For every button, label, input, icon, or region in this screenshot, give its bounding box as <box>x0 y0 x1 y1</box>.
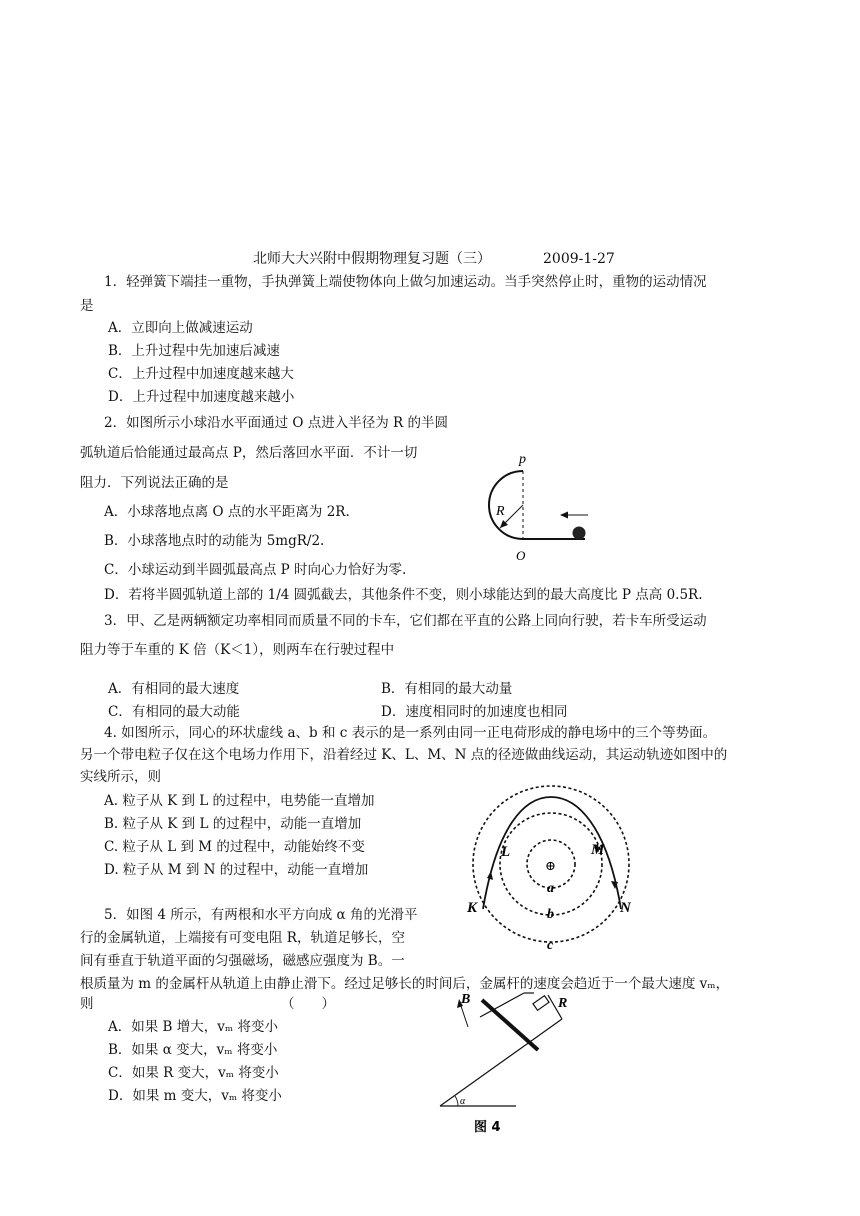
page-title: 北师大大兴附中假期物理复习题（三） <box>253 251 491 267</box>
q4-stem: 4. 如图所示，同心的环状虚线 a、b 和 c 表示的是一系列由同一正电荷形成的静电场中的三个等势面。 <box>104 725 717 741</box>
q5-option-c: C．如果 R 变大，vₘ 将变小 <box>108 1065 279 1081</box>
q5-figure <box>430 985 600 1135</box>
q2-option-c: C．小球运动到半圆弧最高点 P 时向心力恰好为零. <box>104 562 407 578</box>
q2-option-b: B．小球落地点时的动能为 5mgR/2. <box>104 533 325 549</box>
q3-option-b: B．有相同的最大动量 <box>381 681 513 697</box>
page-date: 2009-1-27 <box>543 251 615 267</box>
q1-option-b: B．上升过程中先加速后减速 <box>108 343 280 359</box>
q3-stem: 3．甲、乙是两辆额定功率相同而质量不同的卡车，它们都在平直的公路上同向行驶，若卡车所受运动 <box>104 613 707 629</box>
velocity-arrowhead <box>560 512 568 519</box>
q2-stem: 2．如图所示小球沿水平面通过 O 点进入半径为 R 的半圆 <box>104 415 448 431</box>
q1-option-d: D．上升过程中加速度越来越小 <box>108 389 295 405</box>
q4-stem-cont2: 实线所示，则 <box>80 769 161 785</box>
q1-option-a: A．立即向上做减速运动 <box>108 320 253 336</box>
q3-option-d: D．速度相同时的加速度也相同 <box>381 704 568 720</box>
semicircle-track <box>489 471 523 539</box>
q4-option-d: D. 粒子从 M 到 N 的过程中，动能一直增加 <box>104 862 369 878</box>
label-r: R <box>496 504 505 519</box>
label-n: N <box>620 900 631 916</box>
q5-stem-cont3: 根质量为 m 的金属杆从轨道上由静止滑下。经过足够长的时间后，金属杆的速度会趋近于一个最大速度 vₘ， <box>80 976 730 992</box>
q4-figure <box>465 785 645 960</box>
q4-option-b: B. 粒子从 K 到 L 的过程中，动能一直增加 <box>104 816 362 832</box>
label-m: M <box>591 842 605 858</box>
q3-option-c: C．有相同的最大动能 <box>108 704 240 720</box>
q5-option-a: A．如果 B 增大，vₘ 将变小 <box>108 1019 278 1035</box>
q4-option-c: C. 粒子从 L 到 M 的过程中，动能始终不变 <box>104 839 365 855</box>
label-alpha: α <box>460 1096 466 1107</box>
q5-stem-cont: 行的金属轨道，上端接有可变电阻 R，轨道足够长，空 <box>80 930 405 946</box>
label-b: b <box>547 907 554 922</box>
q5-option-b: B．如果 α 变大，vₘ 将变小 <box>108 1042 278 1058</box>
variable-resistor <box>533 996 549 1011</box>
q5-stem: 5．如图 4 所示，有两根和水平方向成 α 角的光滑平 <box>104 907 418 923</box>
q1-stem-cont: 是 <box>80 298 94 314</box>
q3-option-a: A．有相同的最大速度 <box>108 681 240 697</box>
q5-stem-cont4: 则 <box>80 996 94 1012</box>
q2-stem-cont: 弧轨道后恰能通过最高点 P，然后落回水平面．不计一切 <box>80 445 418 461</box>
ball <box>573 527 586 540</box>
label-o: O <box>516 548 526 563</box>
q1-stem: 1．轻弹簧下端挂一重物，手执弹簧上端使物体向上做匀加速运动。当手突然停止时，重物的运动情况 <box>104 274 707 290</box>
q4-stem-cont: 另一个带电粒子仅在这个电场力作用下，沿着经过 K、L、M、N 点的径迹做曲线运动，其运动轨迹如图中的 <box>80 747 728 763</box>
q2-option-a: A．小球落地点离 O 点的水平距离为 2R. <box>104 504 350 520</box>
angle-arc <box>455 1096 458 1106</box>
q5-answer-paren: （ ） <box>281 996 335 1012</box>
label-k: K <box>467 900 478 916</box>
q1-option-c: C．上升过程中加速度越来越大 <box>108 366 294 382</box>
label-l: L <box>501 844 511 860</box>
label-a: a <box>547 881 554 896</box>
q4-option-a: A. 粒子从 K 到 L 的过程中，电势能一直增加 <box>104 793 375 809</box>
metal-rod <box>482 1000 538 1050</box>
label-c: c <box>547 938 554 953</box>
q2-stem-cont2: 阻力．下列说法正确的是 <box>80 475 229 491</box>
positive-charge-icon: ⊕ <box>545 859 556 874</box>
label-r: R <box>558 996 568 1011</box>
label-b: B <box>461 992 471 1007</box>
label-p: p <box>519 452 526 467</box>
q2-option-d: D．若将半圆弧轨道上部的 1/4 圆弧截去，其他条件不变，则小球能达到的最大高度比 P 点高 0.5R. <box>104 587 703 603</box>
q5-stem-cont2: 间有垂直于轨道平面的匀强磁场，磁感应强度为 B。一 <box>80 953 405 969</box>
q2-figure <box>470 448 600 568</box>
figure-caption: 图 4 <box>474 1120 501 1135</box>
q3-stem-cont: 阻力等于车重的 K 倍（K＜1），则两车在行驶过程中 <box>80 642 395 658</box>
q5-option-d: D．如果 m 变大，vₘ 将变小 <box>108 1088 282 1104</box>
rail-lower <box>440 1019 562 1106</box>
